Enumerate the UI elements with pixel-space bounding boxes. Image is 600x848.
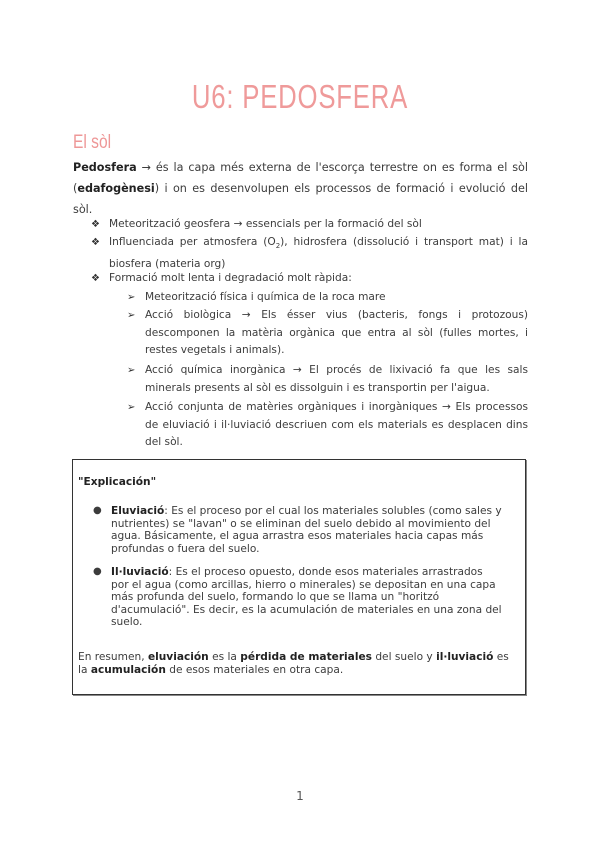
box-label: "Explicación" [78, 476, 157, 488]
sub-list-item [127, 289, 528, 307]
page-title: U6: PEDOSFERA [191, 78, 409, 115]
diamond-bullet-icon: ❖ [91, 237, 100, 248]
summary-text [78, 651, 518, 676]
paren: ( [73, 182, 78, 195]
subbullet-text: Acció conjunta de matèries orgàniques i inorgàniques → Els processos de eluviació i il·luviació descriuen com els materials es desplacen dins del sòl. [145, 401, 528, 448]
arrow-icon: → [141, 161, 151, 174]
summary-part: En resumen, [78, 651, 148, 663]
subscript: 2 [275, 242, 281, 251]
box-item-text [111, 505, 503, 555]
summary-part: del suelo y [371, 651, 437, 663]
subbullet-text: Acció biològica → Els ésser vius (bacteris, fongs i protozous) descomponen la matèria orgànica que entra al sòl (fulles mortes, i restes vegetals i animals). [145, 309, 528, 356]
bullet-text: Formació molt lenta i degradació molt ràpida: [109, 272, 352, 284]
summary-part: es la [208, 651, 241, 663]
summary-bold: eluviación [147, 651, 209, 663]
dot-bullet-icon: ● [93, 505, 102, 516]
list-item [91, 234, 528, 273]
arrowhead-bullet-icon: ➢ [127, 365, 136, 376]
arrowhead-bullet-icon: ➢ [127, 292, 136, 303]
summary-part: de esos materiales en otra capa. [165, 663, 344, 676]
bullet-text-a: Influenciada per atmosfera (O [109, 236, 276, 248]
summary-bold: acumulación [90, 663, 166, 676]
bullet-text-b: ), hidrosfera (dissolució i transport mat) i la biosfera (materia org) [109, 236, 528, 270]
explanation-box [72, 459, 526, 695]
intro-paragraph [73, 157, 528, 220]
page-number: 1 [296, 789, 304, 803]
intro-text-b: ) i on es desenvolupen els processos de formació i evolució del sòl. [73, 182, 528, 216]
diamond-bullet-icon: ❖ [91, 273, 100, 284]
list-item [91, 216, 528, 234]
summary-bold: pérdida de materiales [240, 651, 372, 663]
section-heading: El sòl [73, 132, 112, 153]
list-item [91, 270, 528, 288]
arrowhead-bullet-icon: ➢ [127, 402, 136, 413]
definition: : Es el proceso por el cual los materiales solubles (como sales y nutrientes) se "lavan" o se eliminan del suelo debido al movimiento del agua. Básicamente, el agua arrastra esos materiales hacia capas más profundas o fuera del suelo. [111, 505, 502, 555]
sub-list-item [127, 362, 528, 397]
sub-list-item [127, 307, 528, 360]
term-illuviacio: Il·luviació [111, 566, 169, 578]
bullet-text: Meteorització geosfera → essencials per la formació del sòl [109, 218, 422, 230]
arrowhead-bullet-icon: ➢ [127, 310, 136, 321]
definition: : Es el proceso opuesto, donde esos materiales arrastrados por el agua (como arcillas, hierro o minerales) se depositan en una capa más profunda del suelo, formando lo que se llama un "horitzó d'acumulació". Es decir, es la acumulación de materiales en una zona del suelo. [111, 566, 502, 628]
summary-bold: il·luviació [436, 651, 494, 663]
term-eluviacio: Eluviació [111, 505, 165, 517]
subbullet-text: Meteorització física i química de la roca mare [145, 291, 386, 303]
intro-text-a: és la capa més externa de l'escorça terrestre on es forma el sòl [150, 161, 528, 174]
box-list-item [93, 566, 503, 629]
bullet-text [109, 234, 528, 273]
box-list-item [93, 505, 503, 555]
sub-list-item [127, 399, 528, 452]
term-edafogenesi: edafogènesi [77, 182, 155, 195]
dot-bullet-icon: ● [93, 566, 102, 577]
diamond-bullet-icon: ❖ [91, 219, 100, 230]
box-item-text [111, 566, 503, 629]
summary-part: es la [78, 651, 509, 676]
subbullet-text: Acció química inorgànica → El procés de lixivació fa que les sals minerals presents al sòl es dissolguin i es transportin per l'aigua. [145, 364, 528, 394]
term-pedosfera: Pedosfera [73, 161, 137, 174]
